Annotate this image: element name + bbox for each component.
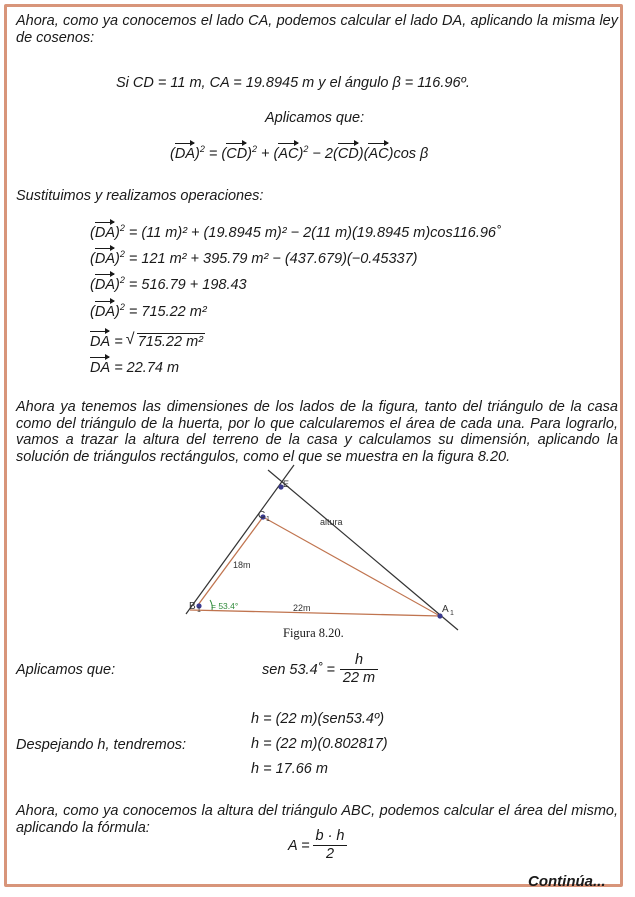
side-c1a1: [263, 517, 440, 616]
vector-da-s4: DA: [94, 304, 115, 320]
area-numerator: b · h: [315, 828, 345, 844]
vector-cd-2: CD: [337, 146, 359, 162]
continua-label: Continúa...: [528, 873, 606, 890]
intro-paragraph: Ahora, como ya conocemos el lado CA, podemos calcular el lado DA, aplicando la misma ley de cosenos:: [16, 13, 618, 46]
apply-heading-2: Aplicamos que:: [16, 662, 116, 678]
h-step-3: h = 17.66 m: [251, 761, 328, 777]
step-6-rhs: = 22.74 m: [114, 360, 180, 376]
area-equation-lhs: A =: [288, 838, 310, 854]
step-3: (DA)$^2$ = 516.79 + 198.43: [90, 275, 247, 293]
cos-beta: cos β: [393, 146, 429, 162]
sen-equation-fraction: [340, 652, 378, 687]
step-1: (DA)$^2$ = (11 m)² + (19.8945 m)² − 2(11 m)(19.8945 m)cos116.96˚: [90, 223, 501, 241]
label-c: C: [258, 510, 266, 521]
figure-caption: Figura 8.20.: [283, 626, 344, 640]
vector-da-s1: DA: [94, 225, 115, 241]
label-altura: altura: [320, 517, 343, 527]
side-b1c1: [198, 517, 263, 605]
h-step-2: h = (22 m)(0.802817): [251, 736, 388, 752]
apply-heading-1: Aplicamos que:: [265, 110, 365, 126]
vector-ac: AC: [278, 146, 299, 162]
label-b-sub: 1: [197, 607, 201, 614]
label-a-sub: 1: [450, 610, 454, 617]
vector-da-s2: DA: [94, 251, 115, 267]
paragraph-3: Ahora, como ya conocemos la altura del triángulo ABC, podemos calcular el área del mismo, aplicando la fórmula:: [16, 803, 618, 836]
area-equation-fraction: [313, 828, 347, 863]
despejando-text: Despejando h, tendremos:: [16, 737, 187, 753]
label-18m: 18m: [233, 560, 251, 570]
vector-da-s6: DA: [90, 360, 111, 376]
substitution-heading: Sustituimos y realizamos operaciones:: [16, 188, 264, 204]
given-values: Si CD = 11 m, CA = 19.8945 m y el ángulo β = 116.96º.: [116, 75, 470, 91]
vector-da-s3: DA: [94, 277, 115, 293]
area-denominator: 2: [325, 846, 335, 862]
sqrt-radicand: √ 715.22 m²: [137, 333, 205, 350]
label-c-sub: 1: [266, 516, 270, 523]
label-b: B: [189, 601, 196, 612]
law-of-cosines: (DA)$^2$ = (CD)$^2$ + (AC)$^2$ − 2(CD)(AC)cos β: [170, 144, 429, 162]
step-4-rhs: = 715.22 m²: [128, 304, 207, 320]
step-5-eq: =: [114, 334, 123, 350]
vector-da: DA: [174, 146, 195, 162]
label-e: E: [283, 479, 290, 489]
step-1-rhs: = (11 m)² + (19.8945 m)² − 2(11 m)(19.8945 m)cos116.96˚: [128, 225, 501, 241]
step-3-rhs: = 516.79 + 198.43: [128, 277, 247, 293]
vector-cd: CD: [226, 146, 248, 162]
sen-numerator: h: [354, 652, 364, 668]
step-2-rhs: = 121 m² + 395.79 m² − (437.679)(−0.45337): [128, 251, 418, 267]
h-step-1: h = (22 m)(sen53.4º): [251, 711, 385, 727]
sen-equation-lhs: sen 53.4˚ =: [262, 662, 335, 678]
paragraph-2: Ahora ya tenemos las dimensiones de los lados de la figura, tanto del triángulo de la casa como del triángulo de la huerta, por lo que calcularemos el área de cada una. Para lograrlo, vamos a trazar la altura del terreno de la casa y calculamos su dimensión, aplicando la solución de triángulos rectángulos, como el que se muestra en la figura 8.20.: [16, 399, 618, 465]
sen-denominator: 22 m: [342, 670, 376, 686]
vector-ac-2: AC: [368, 146, 389, 162]
label-a: A: [442, 604, 449, 615]
vector-da-s5: DA: [90, 334, 111, 350]
step-2: (DA)$^2$ = 121 m² + 395.79 m² − (437.679)(−0.45337): [90, 249, 418, 267]
label-angle: = 53.4°: [211, 601, 239, 611]
step-4: (DA)$^2$ = 715.22 m²: [90, 302, 207, 320]
label-22m: 22m: [293, 603, 311, 613]
base-extension-line: [186, 465, 294, 614]
